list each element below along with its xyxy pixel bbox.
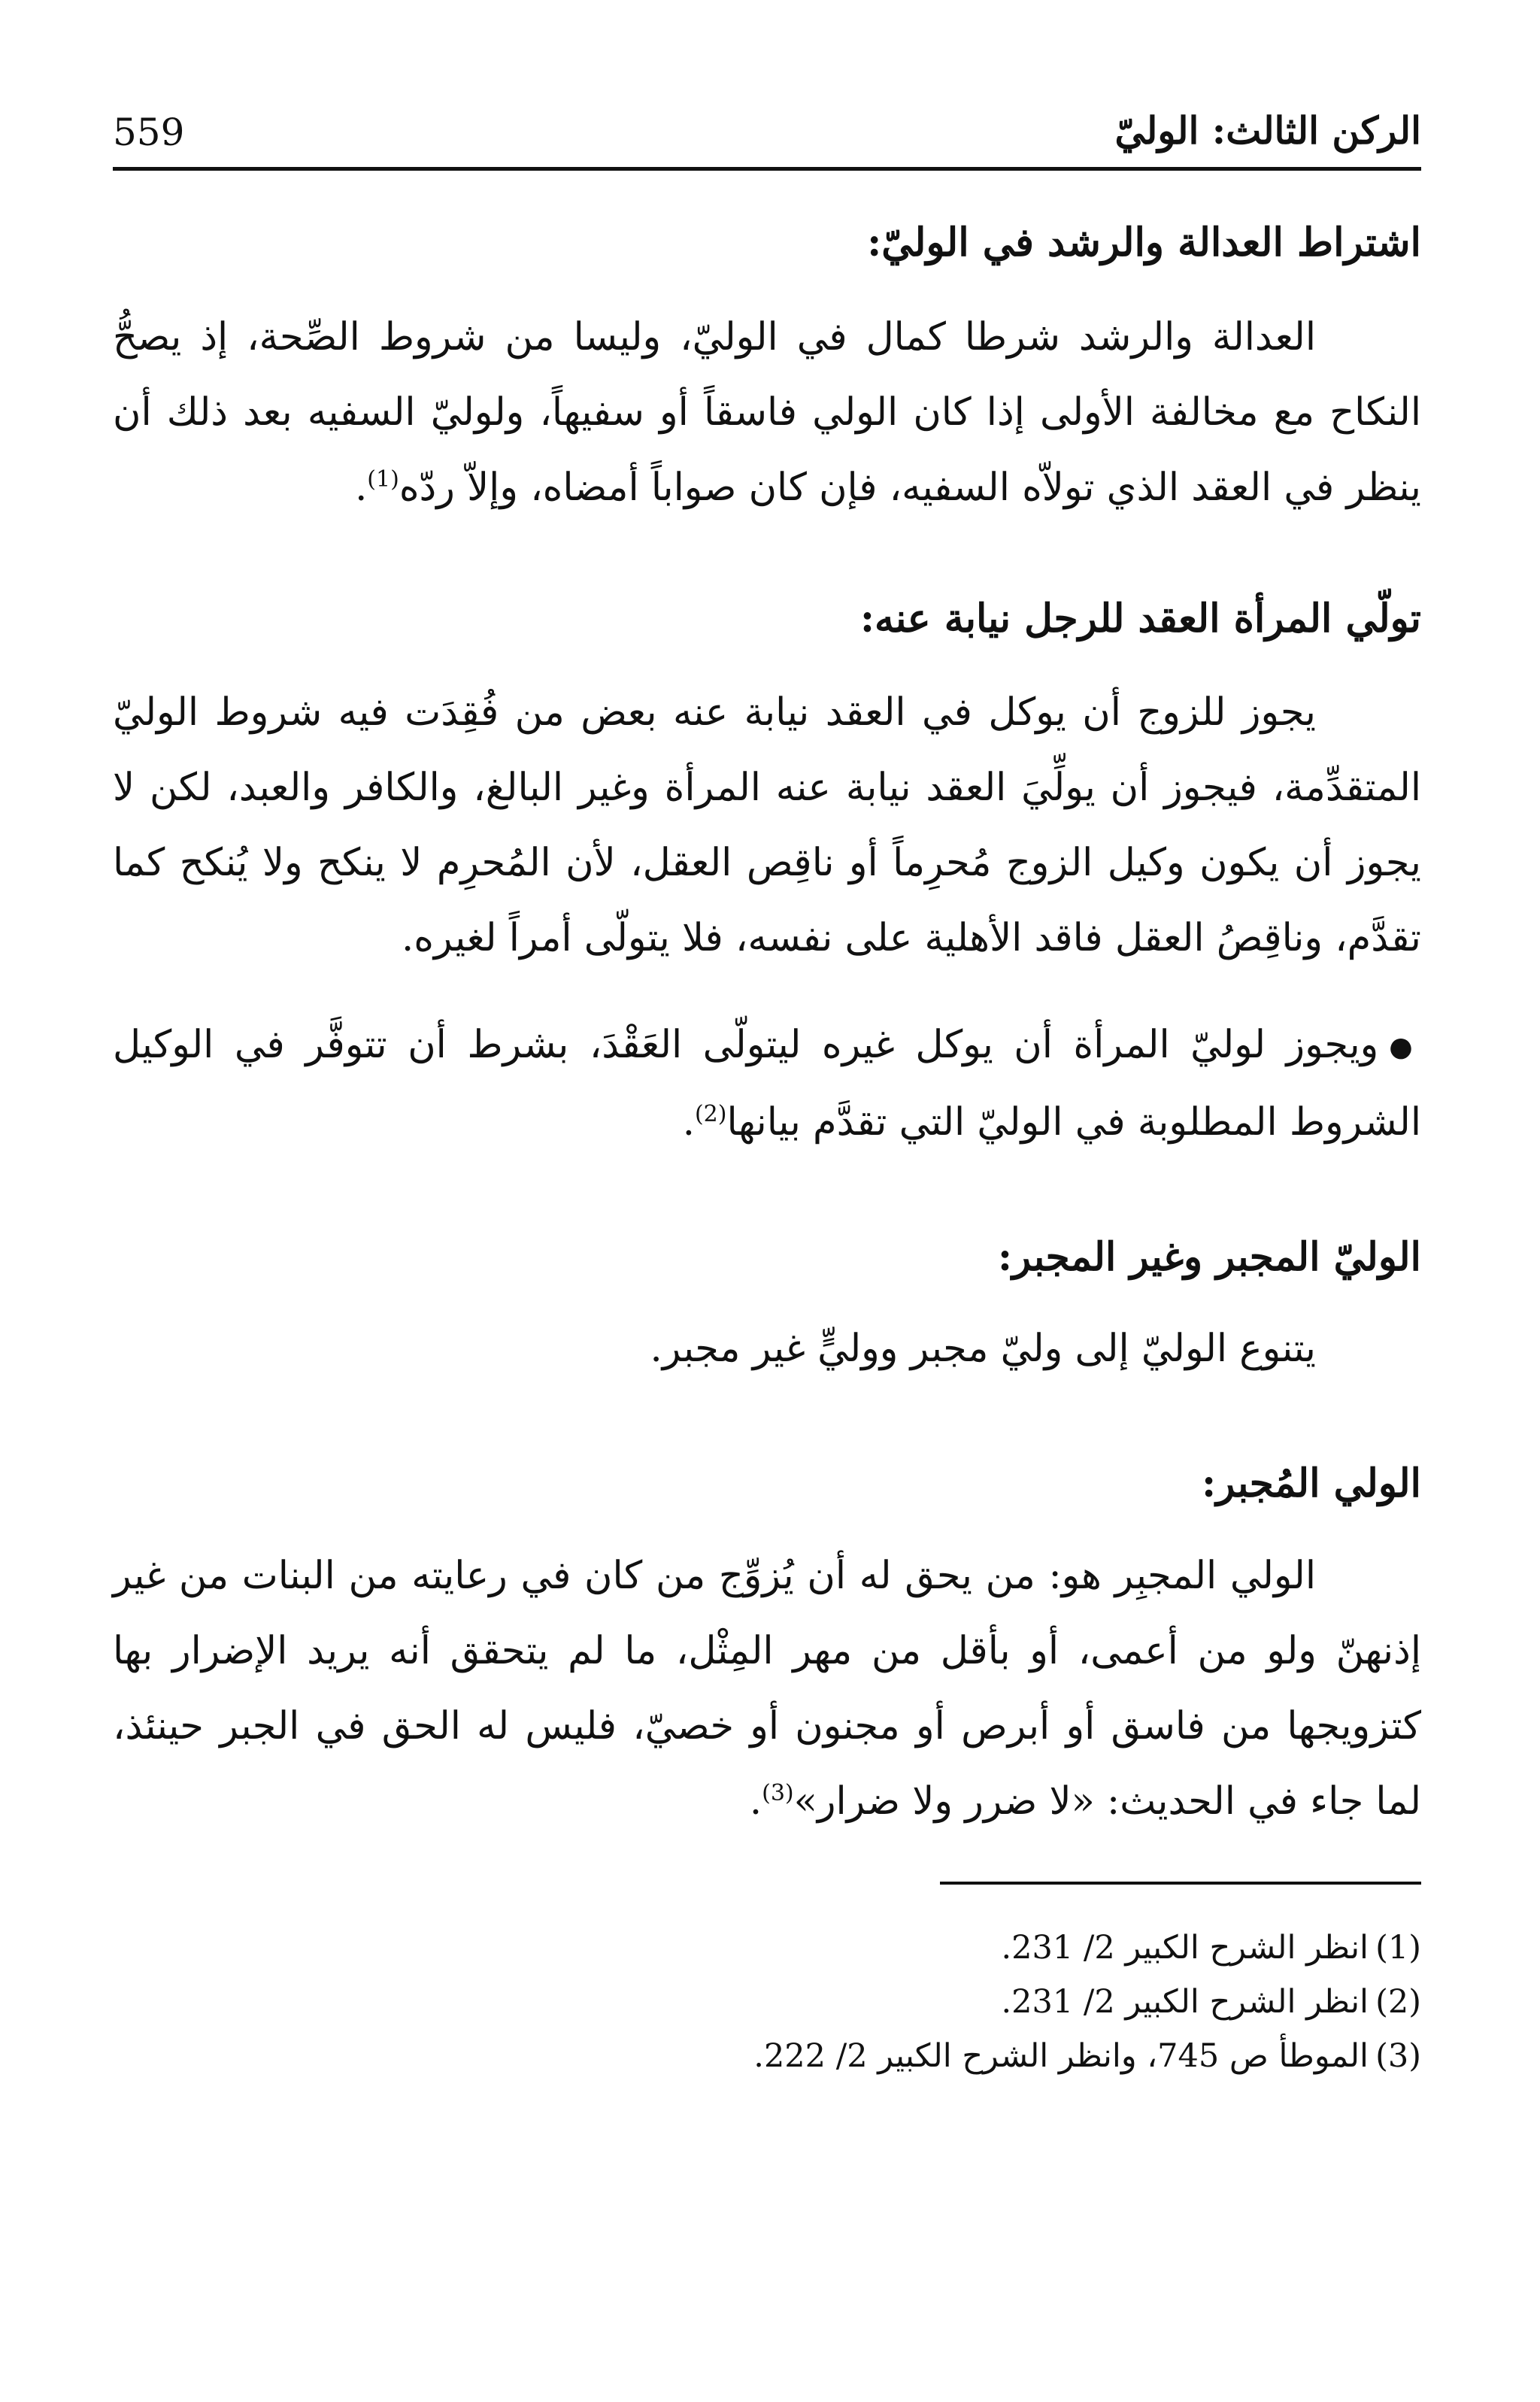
footnote-ref: (1) — [367, 466, 399, 493]
paragraph — [113, 300, 1421, 526]
page-header — [113, 98, 1421, 171]
footnote — [113, 2029, 1421, 2083]
footnote-number: (2) — [1375, 1983, 1421, 2021]
footnote-ref: (2) — [694, 1101, 727, 1128]
running-head: الركن الثالث: الوليّ — [1114, 108, 1421, 153]
section-compelling-guardian — [113, 1458, 1421, 1840]
bullet-icon: ● — [1389, 1032, 1421, 1063]
footnote-number: (3) — [1375, 2037, 1421, 2076]
paragraph-end: . — [749, 1779, 762, 1824]
book-page — [113, 98, 1421, 2354]
section-woman-proxy — [113, 593, 1421, 1161]
paragraph-text: الولي المجبِر هو: من يحق له أن يُزوِّج من كان في رعايته من البنات من غير إذنهنّ ولو من أعمى، أو بأقل من مهر المِثْل، ما لم يتحقق أنه يريد الإضرار بها كتزويجها من فاسق أو أبرص أو مجنون أو خصيّ، فليس له الحق في الجبر حينئذ، لما جاء في الحديث: «لا ضرر ولا ضرار» — [113, 1554, 1421, 1824]
footnote — [113, 1921, 1421, 1975]
paragraph-end: . — [355, 465, 368, 510]
paragraph-end: . — [682, 1100, 695, 1145]
footnote-number: (1) — [1375, 1929, 1421, 1967]
bullet-paragraph — [113, 1008, 1421, 1160]
paragraph — [113, 1312, 1421, 1387]
section-heading: تولّي المرأة العقد للرجل نيابة عنه: — [859, 595, 1421, 641]
section-heading: الولي المُجبر: — [1202, 1460, 1421, 1506]
footnote-text: الموطأ ص 745، وانظر الشرح الكبير 2/ 222. — [753, 2037, 1369, 2076]
paragraph — [113, 675, 1421, 976]
section-guardian-types — [113, 1232, 1421, 1387]
footnote — [113, 1975, 1421, 2029]
paragraph-text: العدالة والرشد شرطا كمال في الوليّ، وليسا من شروط الصِّحة، إذ يصحُّ النكاح مع مخالفة الأولى إذا كان الولي فاسقاً أو سفيهاً، ولوليّ السفيه بعد ذلك أن ينظر في العقد الذي تولاّه السفيه، فإن كان صواباً أمضاه، وإلاّ ردّه — [113, 314, 1421, 510]
paragraph-text: يجوز للزوج أن يوكل في العقد نيابة عنه بعض من فُقِدَت فيه شروط الوليّ المتقدِّمة، فيجوز أن يولِّيَ العقد نيابة عنه المرأة وغير البالغ، والكافر والعبد، لكن لا يجوز أن يكون وكيل الزوج مُحرِماً أو ناقِص العقل، لأن المُحرِم لا ينكح ولا يُنكح كما تقدَّم، وناقِصُ العقل فاقد الأهلية على نفسه، فلا يتولّى أمراً لغيره. — [113, 690, 1421, 961]
footnote-ref: (3) — [762, 1780, 794, 1807]
paragraph — [113, 1539, 1421, 1839]
section-justice-condition — [113, 217, 1421, 526]
section-heading: اشتراط العدالة والرشد في الوليّ: — [867, 220, 1421, 265]
footnote-text: انظر الشرح الكبير 2/ 231. — [1001, 1929, 1369, 1967]
footnote-text: انظر الشرح الكبير 2/ 231. — [1001, 1983, 1369, 2021]
paragraph-text: يتنوع الوليّ إلى وليّ مجبر ووليٍّ غير مجبر. — [650, 1326, 1316, 1371]
paragraph-text: ويجوز لوليّ المرأة أن يوكل غيره ليتولّى العَقْدَ، بشرط أن تتوفَّر في الوكيل الشروط المطلوبة في الوليّ التي تقدَّم بيانها — [113, 1023, 1421, 1145]
footnotes — [113, 1921, 1421, 2083]
footnote-divider — [940, 1882, 1421, 1885]
page-number: 559 — [113, 111, 185, 154]
section-heading: الوليّ المجبر وغير المجبر: — [997, 1234, 1421, 1281]
